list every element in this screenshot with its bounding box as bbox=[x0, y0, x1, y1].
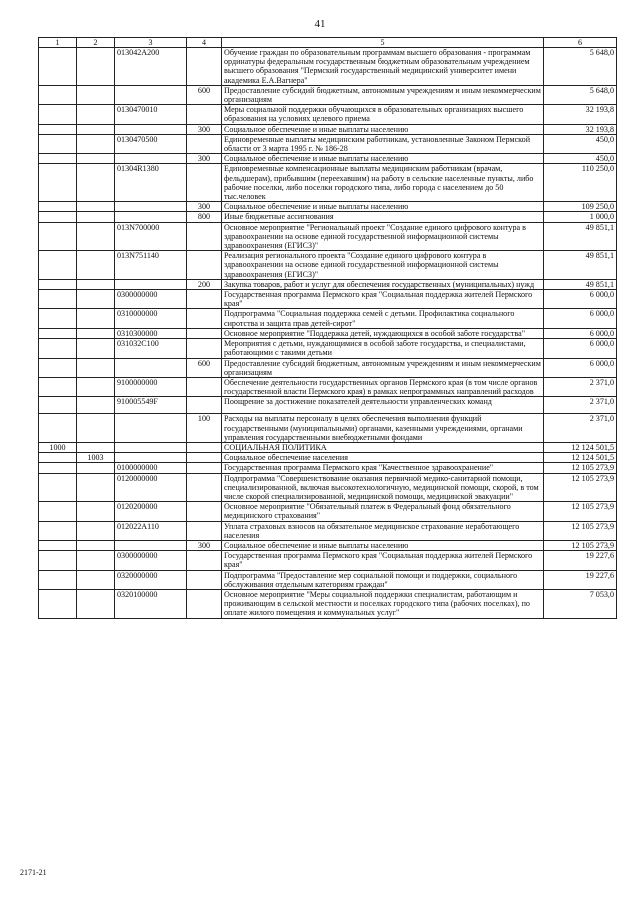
table-row bbox=[39, 463, 617, 473]
target-item-code: 0300000000 bbox=[115, 551, 187, 570]
table-row bbox=[39, 540, 617, 550]
section-code bbox=[39, 463, 77, 473]
target-item-code: 0310300000 bbox=[115, 328, 187, 338]
target-item-code bbox=[115, 414, 187, 443]
subsection-code bbox=[77, 222, 115, 251]
item-name: Основное мероприятие "Региональный проект "Создание единого цифрового контура в здравоохранении на основе единой государственной информационной системы здравоохранения (ЕГИСЗ)" bbox=[222, 222, 544, 251]
expense-type-code bbox=[187, 397, 222, 414]
subsection-code bbox=[77, 164, 115, 202]
amount: 450,0 bbox=[544, 154, 617, 164]
page-number: 41 bbox=[314, 18, 326, 30]
subsection-code bbox=[77, 309, 115, 328]
target-item-code bbox=[115, 124, 187, 134]
expense-type-code bbox=[187, 453, 222, 463]
section-code bbox=[39, 309, 77, 328]
target-item-code: 031032С100 bbox=[115, 339, 187, 358]
amount: 12 105 273,9 bbox=[544, 502, 617, 521]
expense-type-code: 600 bbox=[187, 358, 222, 377]
table-row bbox=[39, 473, 617, 502]
item-name: Меры социальной поддержки обучающихся в образовательных организациях высшего образования на условиях целевого приема bbox=[222, 105, 544, 124]
table-row bbox=[39, 212, 617, 222]
expense-type-code bbox=[187, 164, 222, 202]
expense-type-code bbox=[187, 48, 222, 86]
section-code bbox=[39, 453, 77, 463]
section-code bbox=[39, 473, 77, 502]
expense-type-code: 200 bbox=[187, 279, 222, 289]
table-row bbox=[39, 339, 617, 358]
target-item-code: 013N700000 bbox=[115, 222, 187, 251]
target-item-code bbox=[115, 358, 187, 377]
amount: 6 000,0 bbox=[544, 358, 617, 377]
item-name: Основное мероприятие "Поддержка детей, нуждающихся в особой заботе государства" bbox=[222, 328, 544, 338]
table-row bbox=[39, 222, 617, 251]
amount: 12 105 273,9 bbox=[544, 521, 617, 540]
amount: 5 648,0 bbox=[544, 85, 617, 104]
amount: 109 250,0 bbox=[544, 202, 617, 212]
table-row bbox=[39, 48, 617, 86]
subsection-code bbox=[77, 124, 115, 134]
item-name: Основное мероприятие "Обязательный платеж в Федеральный фонд обязательного медицинского страхования" bbox=[222, 502, 544, 521]
table-row bbox=[39, 279, 617, 289]
expense-type-code: 300 bbox=[187, 154, 222, 164]
amount: 49 851,1 bbox=[544, 222, 617, 251]
expense-type-code bbox=[187, 105, 222, 124]
table-row bbox=[39, 202, 617, 212]
item-name: Основное мероприятие "Меры социальной поддержки специалистам, работающим и проживающим в сельской местности и поселках городского типа (рабочих поселках), по оплате жилого помещения и коммунальных услуг" bbox=[222, 589, 544, 618]
expense-type-code bbox=[187, 377, 222, 396]
expense-type-code bbox=[187, 551, 222, 570]
section-code bbox=[39, 105, 77, 124]
item-name: Реализация регионального проекта "Создание единого цифрового контура в здравоохранении на основе единой государственной информационной системы здравоохранения (ЕГИСЗ)" bbox=[222, 251, 544, 280]
section-code bbox=[39, 134, 77, 153]
section-code bbox=[39, 339, 77, 358]
subsection-code bbox=[77, 502, 115, 521]
expense-type-code bbox=[187, 521, 222, 540]
expense-type-code bbox=[187, 502, 222, 521]
expense-type-code: 300 bbox=[187, 540, 222, 550]
target-item-code bbox=[115, 212, 187, 222]
item-name: Единовременные выплаты медицинским работникам, установленные Законом Пермской области от 3 марта 1995 г. № 186-28 bbox=[222, 134, 544, 153]
expense-type-code: 300 bbox=[187, 202, 222, 212]
subsection-code bbox=[77, 442, 115, 452]
expense-type-code bbox=[187, 473, 222, 502]
target-item-code bbox=[115, 453, 187, 463]
amount: 6 000,0 bbox=[544, 328, 617, 338]
item-name: Социальное обеспечение населения bbox=[222, 453, 544, 463]
subsection-code bbox=[77, 540, 115, 550]
table-row bbox=[39, 551, 617, 570]
subsection-code bbox=[77, 328, 115, 338]
item-name: Поощрение за достижение показателей деятельности управленческих команд bbox=[222, 397, 544, 414]
target-item-code: 0300000000 bbox=[115, 290, 187, 309]
item-name: Социальное обеспечение и иные выплаты населению bbox=[222, 540, 544, 550]
amount: 12 124 501,5 bbox=[544, 453, 617, 463]
amount: 12 105 273,9 bbox=[544, 473, 617, 502]
target-item-code: 0120200000 bbox=[115, 502, 187, 521]
table-row bbox=[39, 105, 617, 124]
budget-table bbox=[38, 37, 617, 619]
subsection-code bbox=[77, 473, 115, 502]
subsection-code bbox=[77, 212, 115, 222]
target-item-code: 0130470010 bbox=[115, 105, 187, 124]
target-item-code: 0320000000 bbox=[115, 570, 187, 589]
amount: 2 371,0 bbox=[544, 377, 617, 396]
item-name: Единовременные компенсационные выплаты медицинским работникам (врачам, фельдшерам), прибывшим (переехавшим) на работу в сельские населенные пункты, либо рабочие поселки, либо поселки городского типа, либо города с населением до 50 тыс.человек bbox=[222, 164, 544, 202]
amount: 6 000,0 bbox=[544, 309, 617, 328]
amount: 12 105 273,9 bbox=[544, 463, 617, 473]
item-name: Подпрограмма "Совершенствование оказания первичной медико-санитарной помощи, специализированной, включая высокотехнологичную, медицинской помощи, скорой, в том числе скорой специализированной, медицинской помощи, медицинской эвакуации" bbox=[222, 473, 544, 502]
subsection-code bbox=[77, 463, 115, 473]
item-name: Государственная программа Пермского края "Качественное здравоохранение" bbox=[222, 463, 544, 473]
subsection-code bbox=[77, 134, 115, 153]
expense-type-code: 300 bbox=[187, 124, 222, 134]
section-code bbox=[39, 222, 77, 251]
item-name: Социальное обеспечение и иные выплаты населению bbox=[222, 124, 544, 134]
subsection-code bbox=[77, 339, 115, 358]
section-code bbox=[39, 279, 77, 289]
table-row bbox=[39, 164, 617, 202]
expense-type-code bbox=[187, 442, 222, 452]
section-code bbox=[39, 397, 77, 414]
section-code bbox=[39, 202, 77, 212]
item-name: Иные бюджетные ассигнования bbox=[222, 212, 544, 222]
column-number: 6 bbox=[544, 38, 617, 48]
target-item-code bbox=[115, 279, 187, 289]
column-number: 3 bbox=[115, 38, 187, 48]
subsection-code bbox=[77, 202, 115, 212]
subsection-code bbox=[77, 377, 115, 396]
subsection-code bbox=[77, 358, 115, 377]
subsection-code bbox=[77, 570, 115, 589]
expense-type-code bbox=[187, 222, 222, 251]
expense-type-code bbox=[187, 328, 222, 338]
amount: 2 371,0 bbox=[544, 397, 617, 414]
section-code bbox=[39, 589, 77, 618]
amount: 19 227,6 bbox=[544, 570, 617, 589]
item-name: Социальное обеспечение и иные выплаты населению bbox=[222, 202, 544, 212]
column-number: 5 bbox=[222, 38, 544, 48]
expense-type-code bbox=[187, 339, 222, 358]
expense-type-code bbox=[187, 570, 222, 589]
amount: 19 227,6 bbox=[544, 551, 617, 570]
table-row bbox=[39, 290, 617, 309]
section-code bbox=[39, 154, 77, 164]
target-item-code: 910005549F bbox=[115, 397, 187, 414]
section-code bbox=[39, 212, 77, 222]
subsection-code bbox=[77, 551, 115, 570]
expense-type-code bbox=[187, 134, 222, 153]
section-code bbox=[39, 164, 77, 202]
table-row bbox=[39, 589, 617, 618]
item-name: Уплата страховых взносов на обязательное медицинское страхование неработающего населения bbox=[222, 521, 544, 540]
target-item-code bbox=[115, 202, 187, 212]
expense-type-code: 100 bbox=[187, 414, 222, 443]
budget-table-body bbox=[39, 38, 617, 619]
table-row bbox=[39, 397, 617, 414]
column-number: 1 bbox=[39, 38, 77, 48]
item-name: Социальное обеспечение и иные выплаты населению bbox=[222, 154, 544, 164]
section-code bbox=[39, 551, 77, 570]
subsection-code bbox=[77, 397, 115, 414]
amount: 450,0 bbox=[544, 134, 617, 153]
amount: 12 124 501,5 bbox=[544, 442, 617, 452]
expense-type-code bbox=[187, 309, 222, 328]
expense-type-code bbox=[187, 251, 222, 280]
table-row bbox=[39, 521, 617, 540]
target-item-code bbox=[115, 442, 187, 452]
target-item-code: 0130470500 bbox=[115, 134, 187, 153]
amount: 5 648,0 bbox=[544, 48, 617, 86]
section-code bbox=[39, 328, 77, 338]
expense-type-code: 800 bbox=[187, 212, 222, 222]
section-code bbox=[39, 570, 77, 589]
subsection-code bbox=[77, 521, 115, 540]
section-code bbox=[39, 290, 77, 309]
column-number-row bbox=[39, 38, 617, 48]
target-item-code: 013042А200 bbox=[115, 48, 187, 86]
target-item-code: 01304R1380 bbox=[115, 164, 187, 202]
amount: 6 000,0 bbox=[544, 339, 617, 358]
table-row bbox=[39, 251, 617, 280]
amount: 49 851,1 bbox=[544, 251, 617, 280]
target-item-code bbox=[115, 154, 187, 164]
subsection-code bbox=[77, 589, 115, 618]
subsection-code bbox=[77, 48, 115, 86]
section-code: 1000 bbox=[39, 442, 77, 452]
amount: 32 193,8 bbox=[544, 124, 617, 134]
target-item-code bbox=[115, 85, 187, 104]
amount: 12 105 273,9 bbox=[544, 540, 617, 550]
amount: 49 851,1 bbox=[544, 279, 617, 289]
subsection-code bbox=[77, 251, 115, 280]
section-code bbox=[39, 540, 77, 550]
section-code bbox=[39, 521, 77, 540]
subsection-code bbox=[77, 290, 115, 309]
amount: 32 193,8 bbox=[544, 105, 617, 124]
column-number: 4 bbox=[187, 38, 222, 48]
section-code bbox=[39, 414, 77, 443]
table-row bbox=[39, 154, 617, 164]
table-row bbox=[39, 328, 617, 338]
target-item-code: 012022А110 bbox=[115, 521, 187, 540]
table-row bbox=[39, 414, 617, 443]
section-code bbox=[39, 377, 77, 396]
subsection-code: 1003 bbox=[77, 453, 115, 463]
item-name: Государственная программа Пермского края "Социальная поддержка жителей Пермского края" bbox=[222, 290, 544, 309]
target-item-code: 0100000000 bbox=[115, 463, 187, 473]
amount: 110 250,0 bbox=[544, 164, 617, 202]
table-row bbox=[39, 85, 617, 104]
table-row bbox=[39, 377, 617, 396]
document-code: 2171-21 bbox=[20, 868, 47, 877]
amount: 7 053,0 bbox=[544, 589, 617, 618]
item-name: Обучение граждан по образовательным программам высшего образования - программам ординатуры федеральным государственным бюджетным образовательным учреждением высшего образования "Пермский государственный медицинский университет имени академика Е.А.Вагнера" bbox=[222, 48, 544, 86]
target-item-code bbox=[115, 540, 187, 550]
subsection-code bbox=[77, 414, 115, 443]
table-row bbox=[39, 134, 617, 153]
target-item-code: 0320100000 bbox=[115, 589, 187, 618]
table-row bbox=[39, 442, 617, 452]
subsection-code bbox=[77, 279, 115, 289]
table-row bbox=[39, 453, 617, 463]
target-item-code: 0120000000 bbox=[115, 473, 187, 502]
item-name: Подпрограмма "Социальная поддержка семей с детьми. Профилактика социального сиротства и защита прав детей-сирот" bbox=[222, 309, 544, 328]
table-row bbox=[39, 570, 617, 589]
expense-type-code bbox=[187, 290, 222, 309]
subsection-code bbox=[77, 105, 115, 124]
column-number: 2 bbox=[77, 38, 115, 48]
section-code bbox=[39, 85, 77, 104]
section-code bbox=[39, 251, 77, 280]
expense-type-code bbox=[187, 463, 222, 473]
item-name: Обеспечение деятельности государственных органов Пермского края (в том числе органов государственной власти Пермского края) в рамках непрограммных направлений расходов bbox=[222, 377, 544, 396]
item-name: Мероприятия с детьми, нуждающимися в особой заботе государства, и специалистами, работающими с такими детьми bbox=[222, 339, 544, 358]
item-name: Подпрограмма "Предоставление мер социальной помощи и поддержки, социального обслуживания отдельным категориям граждан" bbox=[222, 570, 544, 589]
expense-type-code: 600 bbox=[187, 85, 222, 104]
table-row bbox=[39, 124, 617, 134]
target-item-code: 9100000000 bbox=[115, 377, 187, 396]
amount: 1 000,0 bbox=[544, 212, 617, 222]
section-code bbox=[39, 358, 77, 377]
item-name: Предоставление субсидий бюджетным, автономным учреждениям и иным некоммерческим организациям bbox=[222, 85, 544, 104]
item-name: СОЦИАЛЬНАЯ ПОЛИТИКА bbox=[222, 442, 544, 452]
table-row bbox=[39, 358, 617, 377]
item-name: Государственная программа Пермского края "Социальная поддержка жителей Пермского края" bbox=[222, 551, 544, 570]
expense-type-code bbox=[187, 589, 222, 618]
table-row bbox=[39, 309, 617, 328]
section-code bbox=[39, 124, 77, 134]
item-name: Закупка товаров, работ и услуг для обеспечения государственных (муниципальных) нужд bbox=[222, 279, 544, 289]
item-name: Расходы на выплаты персоналу в целях обеспечения выполнения функций государственными (муниципальными) органами, казенными учреждениями, органами управления государственными внебюджетными фондами bbox=[222, 414, 544, 443]
table-row bbox=[39, 502, 617, 521]
subsection-code bbox=[77, 85, 115, 104]
target-item-code: 0310000000 bbox=[115, 309, 187, 328]
item-name: Предоставление субсидий бюджетным, автономным учреждениям и иным некоммерческим организациям bbox=[222, 358, 544, 377]
amount: 2 371,0 bbox=[544, 414, 617, 443]
amount: 6 000,0 bbox=[544, 290, 617, 309]
section-code bbox=[39, 48, 77, 86]
target-item-code: 013N751140 bbox=[115, 251, 187, 280]
section-code bbox=[39, 502, 77, 521]
subsection-code bbox=[77, 154, 115, 164]
